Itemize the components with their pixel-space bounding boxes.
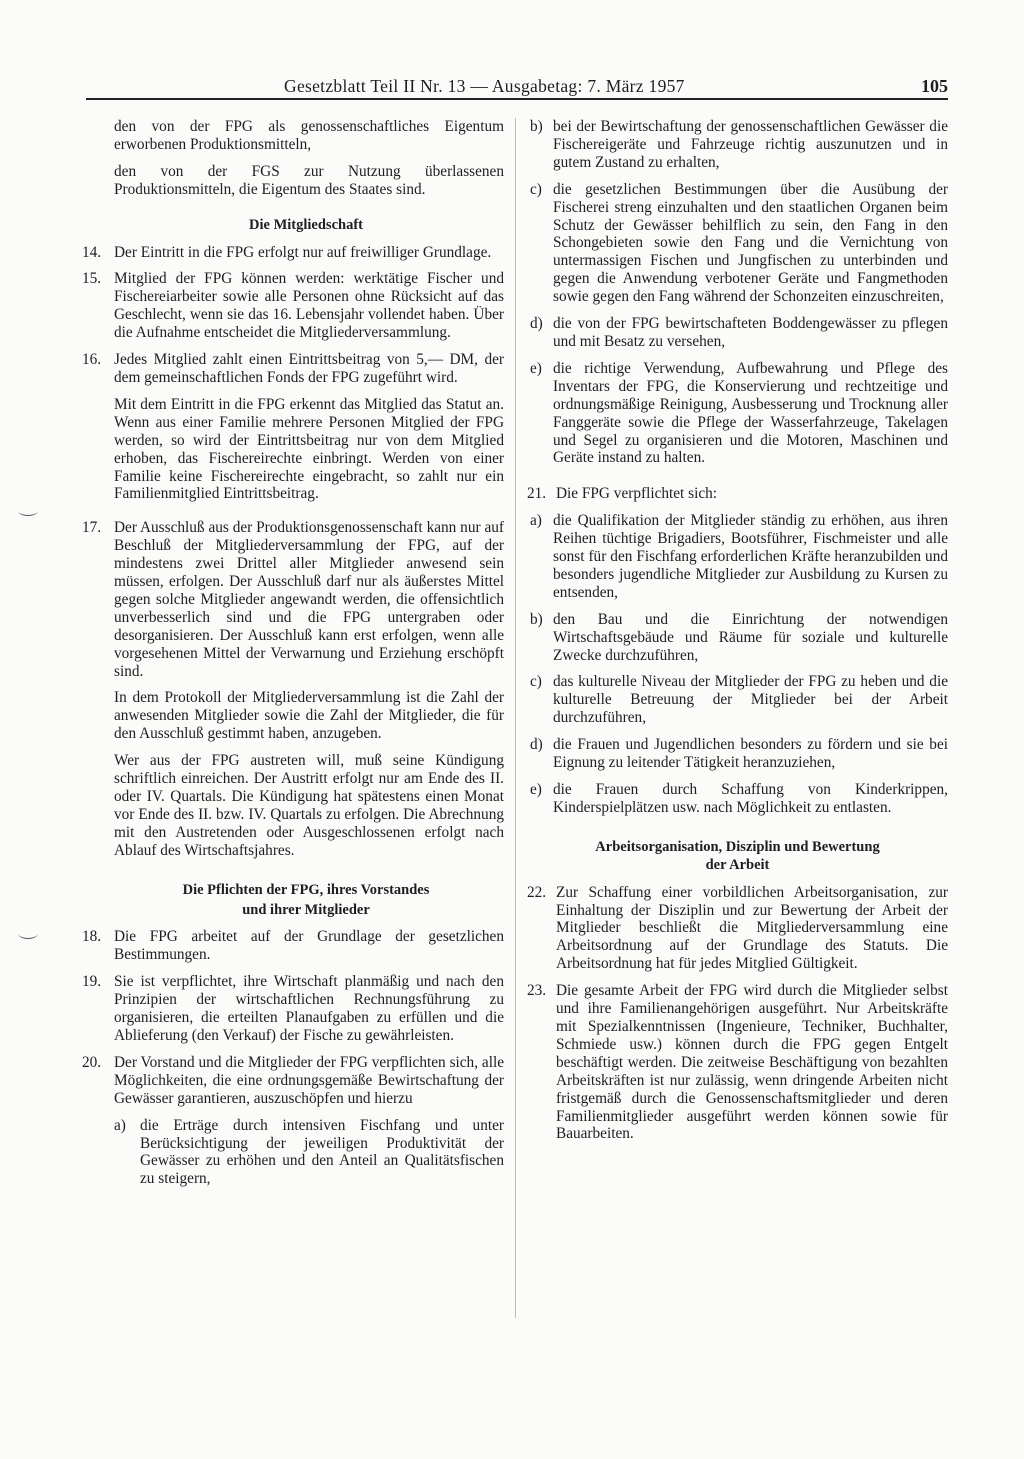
margin-mark	[18, 505, 38, 516]
section-20-item-b	[527, 118, 948, 172]
section-text: Sie ist verpflichtet, ihre Wirtschaft planmäßig und nach den Prinzipien der wirtschaftlichen Rechnungsführung zu organisieren, die erteilten Planaufgaben zu erfüllen und die Ablieferung (den Verkauf) der Fische zu gewährleisten.	[114, 973, 504, 1044]
section-17-paragraph: In dem Protokoll der Mitgliederversammlung ist die Zahl der anwesenden Mitglieder sowie die Zahl der Mitglieder, die für den Ausschluß gestimmt haben, anzugeben.	[114, 689, 504, 743]
item-label: a)	[530, 512, 542, 530]
right-column	[527, 118, 948, 1152]
section-text: Der Eintritt in die FPG erfolgt nur auf freiwilliger Grundlage.	[114, 243, 492, 261]
section-number: 20.	[82, 1053, 102, 1071]
section-20-item-a	[82, 1117, 504, 1189]
section-number: 22.	[527, 883, 547, 901]
section-16-paragraph: Mit dem Eintritt in die FPG erkennt das Mitglied das Statut an. Wenn aus einer Familie mehrere Personen Mitglied der FPG werden, so wird der Eintrittsbeitrag nur von dem Mitglied erhoben, das Fischereirechte einbringt. Werden von einer Familie keine Fischereirechte eingebracht, so zahlt nur ein Familienmitglied Eintrittsbeitrag.	[114, 395, 504, 503]
section-14	[82, 244, 504, 262]
item-label: e)	[530, 359, 542, 377]
section-21-item-e	[527, 781, 948, 817]
section-heading-mitgliedschaft: Die Mitgliedschaft	[249, 216, 363, 233]
item-text: die richtige Verwendung, Aufbewahrung und Pflege des Inventars der FPG, die Konservierung und rechtzeitige und ordnungsmäßige Reinigung, Ausbesserung und Trocknung aller Fanggeräte sowie die Pflege der Wasserfahrzeuge, Takelagen und Segel zu organisieren und die Motoren, Maschinen und Geräte instand zu halten.	[553, 359, 948, 467]
item-text: bei der Bewirtschaftung der genossenschaftlichen Gewässer die Fischereigeräte und Fahrzeuge richtig auszunutzen und in gutem Zustand zu erhalten,	[553, 118, 948, 171]
margin-mark	[18, 928, 38, 939]
section-heading-pflichten-line2: und ihrer Mitglieder	[242, 901, 370, 918]
column-divider	[515, 118, 516, 1318]
item-label: c)	[530, 180, 542, 198]
section-22	[527, 884, 948, 974]
section-text: Die FPG arbeitet auf der Grundlage der gesetzlichen Bestimmungen.	[114, 928, 504, 964]
section-17	[82, 519, 504, 680]
section-text: Mitglied der FPG können werden: werktätige Fischer und Fischereiarbeiter sowie alle Personen ohne Rücksicht auf das Geschlecht, wenn sie das 16. Lebensjahr vollendet haben. Über die Aufnahme entscheidet die Mitgliederversammlung.	[114, 270, 504, 342]
section-text: Die FPG verpflichtet sich:	[556, 485, 718, 503]
section-number: 18.	[82, 928, 102, 946]
section-text: Die gesamte Arbeit der FPG wird durch die Mitglieder selbst und ihre Familienangehörigen ausgeführt. Nur Arbeitskräfte mit Spezialkenntnissen (Ingenieure, Techniker, Buchhalter, Schmiede usw.) können durch die FPG gegen Entgelt beschäftigt werden. Die zeitweise Beschäftigung von bezahlten Arbeitskräften ist nur zulässig, wenn dringende Arbeiten nicht fristgemäß durch die Genossenschaftsmitglieder und deren Familienmitglieder ausgeführt werden können sowie für Bauarbeiten.	[556, 982, 948, 1143]
section-15	[82, 270, 504, 342]
item-text: den Bau und die Einrichtung der notwendigen Wirtschaftsgebäude und Räume für soziale und kulturelle Zwecke durchzuführen,	[553, 610, 948, 664]
section-text: Zur Schaffung einer vorbildlichen Arbeitsorganisation, zur Einhaltung der Disziplin und zur Bewertung der Arbeit der Mitglieder beschließt die Mitgliederversammlung eine Arbeitsordnung auf der Grundlage des Statuts. Die Arbeitsordnung hat für jedes Mitglied Gültigkeit.	[556, 883, 948, 973]
section-20-item-d	[527, 315, 948, 351]
section-number: 16.	[82, 351, 102, 369]
section-21-item-a	[527, 512, 948, 602]
section-18	[82, 928, 504, 964]
section-23	[527, 982, 948, 1143]
item-label: d)	[530, 315, 543, 333]
section-number: 17.	[82, 519, 102, 537]
section-number: 19.	[82, 973, 102, 991]
section-21-item-d	[527, 736, 948, 772]
section-heading-pflichten: Die Pflichten der FPG, ihres Vorstandes	[182, 881, 430, 898]
section-20	[82, 1054, 504, 1108]
section-number: 14.	[82, 243, 102, 261]
section-text: Der Vorstand und die Mitglieder der FPG verpflichten sich, alle Möglichkeiten, die eine ordnungsgemäße Bewirtschaftung der Gewässer garantieren, auszuschöpfen und hierzu	[114, 1053, 504, 1107]
section-21-item-b	[527, 611, 948, 665]
page-number: 105	[921, 76, 948, 96]
page-header	[86, 76, 948, 100]
section-heading-arbeitsorganisation: Arbeitsorganisation, Disziplin und Bewertung	[595, 838, 880, 855]
section-heading-arbeitsorganisation-line2: der Arbeit	[705, 856, 770, 873]
intro-paragraph: den von der FGS zur Nutzung überlassenen Produktionsmitteln, die Eigentum des Staates sind.	[114, 162, 504, 198]
section-number: 23.	[527, 982, 547, 1000]
section-text: Der Ausschluß aus der Produktionsgenossenschaft kann nur auf Beschluß der Mitgliederversammlung der FPG, auf der mindestens zwei Drittel aller Mitglieder anwesend sein müssen, erfolgen. Der Ausschluß darf nur als äußerstes Mittel gegen solche Mitglieder angewandt werden, die offensichtlich unverbesserlich sind und die FPG untergraben oder desorganisieren. Der Ausschluß kann erst erfolgen, wenn alle vorgesehenen Mittel der Verwarnung und Erziehung erschöpft sind.	[114, 519, 504, 680]
section-number: 21.	[527, 485, 547, 503]
section-21	[527, 485, 948, 503]
item-text: die Qualifikation der Mitglieder ständig zu erhöhen, aus ihren Reihen tüchtige Brigadiers, Bootsführer, Fischmeister und alle sonst für den Fischfang erforderlichen Kräfte heranzubilden und besonders jugendliche Mitglieder zur Ausbildung zu Kursen zu entsenden,	[553, 512, 948, 601]
section-number: 15.	[82, 270, 102, 288]
section-20-item-c	[527, 181, 948, 306]
item-text: das kulturelle Niveau der Mitglieder der FPG zu heben und die kulturelle Betreuung der Mitglieder bei der Arbeit durchzuführen,	[553, 673, 948, 727]
header-title: Gesetzblatt Teil II Nr. 13 — Ausgabetag: 7. März 1957	[284, 76, 685, 96]
intro-paragraph: den von der FPG als genossenschaftliches Eigentum erworbenen Produktionsmitteln,	[114, 118, 504, 153]
section-17-paragraph: Wer aus der FPG austreten will, muß seine Kündigung schriftlich einreichen. Der Austritt erfolgt nur am Ende des II. oder IV. Quartals. Die Kündigung hat spätestens einen Monat vor Ende des II. bzw. IV. Quartals zu erfolgen. Die Abrechnung mit den Austretenden oder Ausgeschlossenen erfolgt nach Ablauf des Wirtschaftsjahres.	[114, 752, 504, 859]
item-text: die Erträge durch intensiven Fischfang und unter Berücksichtigung der jeweiligen Produktivität der Gewässer zu erhöhen und den Anteil an Qualitätsfischen zu steigern,	[140, 1116, 504, 1188]
item-text: die von der FPG bewirtschafteten Boddengewässer zu pflegen und mit Besatz zu versehen,	[553, 315, 948, 350]
item-text: die Frauen durch Schaffung von Kinderkrippen, Kinderspielplätzen usw. nach Möglichkeit zu entlasten.	[553, 781, 948, 816]
item-label: e)	[530, 781, 542, 798]
item-label: a)	[114, 1116, 126, 1134]
item-text: die gesetzlichen Bestimmungen über die Ausübung der Fischerei streng einzuhalten und den staatlichen Organen beim Schutz der Gewässer behilflich zu sein, den Fang in den Schongebieten sowie den Fang und die Vernichtung von untermassigen Fischen und Jungfischen zu unterbinden und gegen die Anwendung verbotener Geräte und Fangmethoden sowie gegen den Fang während der Schonzeiten einzuschreiten,	[553, 180, 948, 306]
section-19	[82, 973, 504, 1045]
left-column	[82, 118, 504, 1197]
section-20-item-e	[527, 360, 948, 467]
item-label: b)	[530, 118, 543, 135]
section-16	[82, 351, 504, 387]
section-21-item-c	[527, 673, 948, 727]
item-text: die Frauen und Jugendlichen besonders zu fördern und sie bei Eignung zu leitender Tätigkeit heranzuziehen,	[553, 736, 948, 772]
item-label: d)	[530, 736, 543, 754]
item-label: b)	[530, 610, 543, 628]
section-text: Jedes Mitglied zahlt einen Eintrittsbeitrag von 5,— DM, der dem gemeinschaftlichen Fonds der FPG zugeführt wird.	[114, 351, 504, 386]
item-label: c)	[530, 673, 542, 691]
